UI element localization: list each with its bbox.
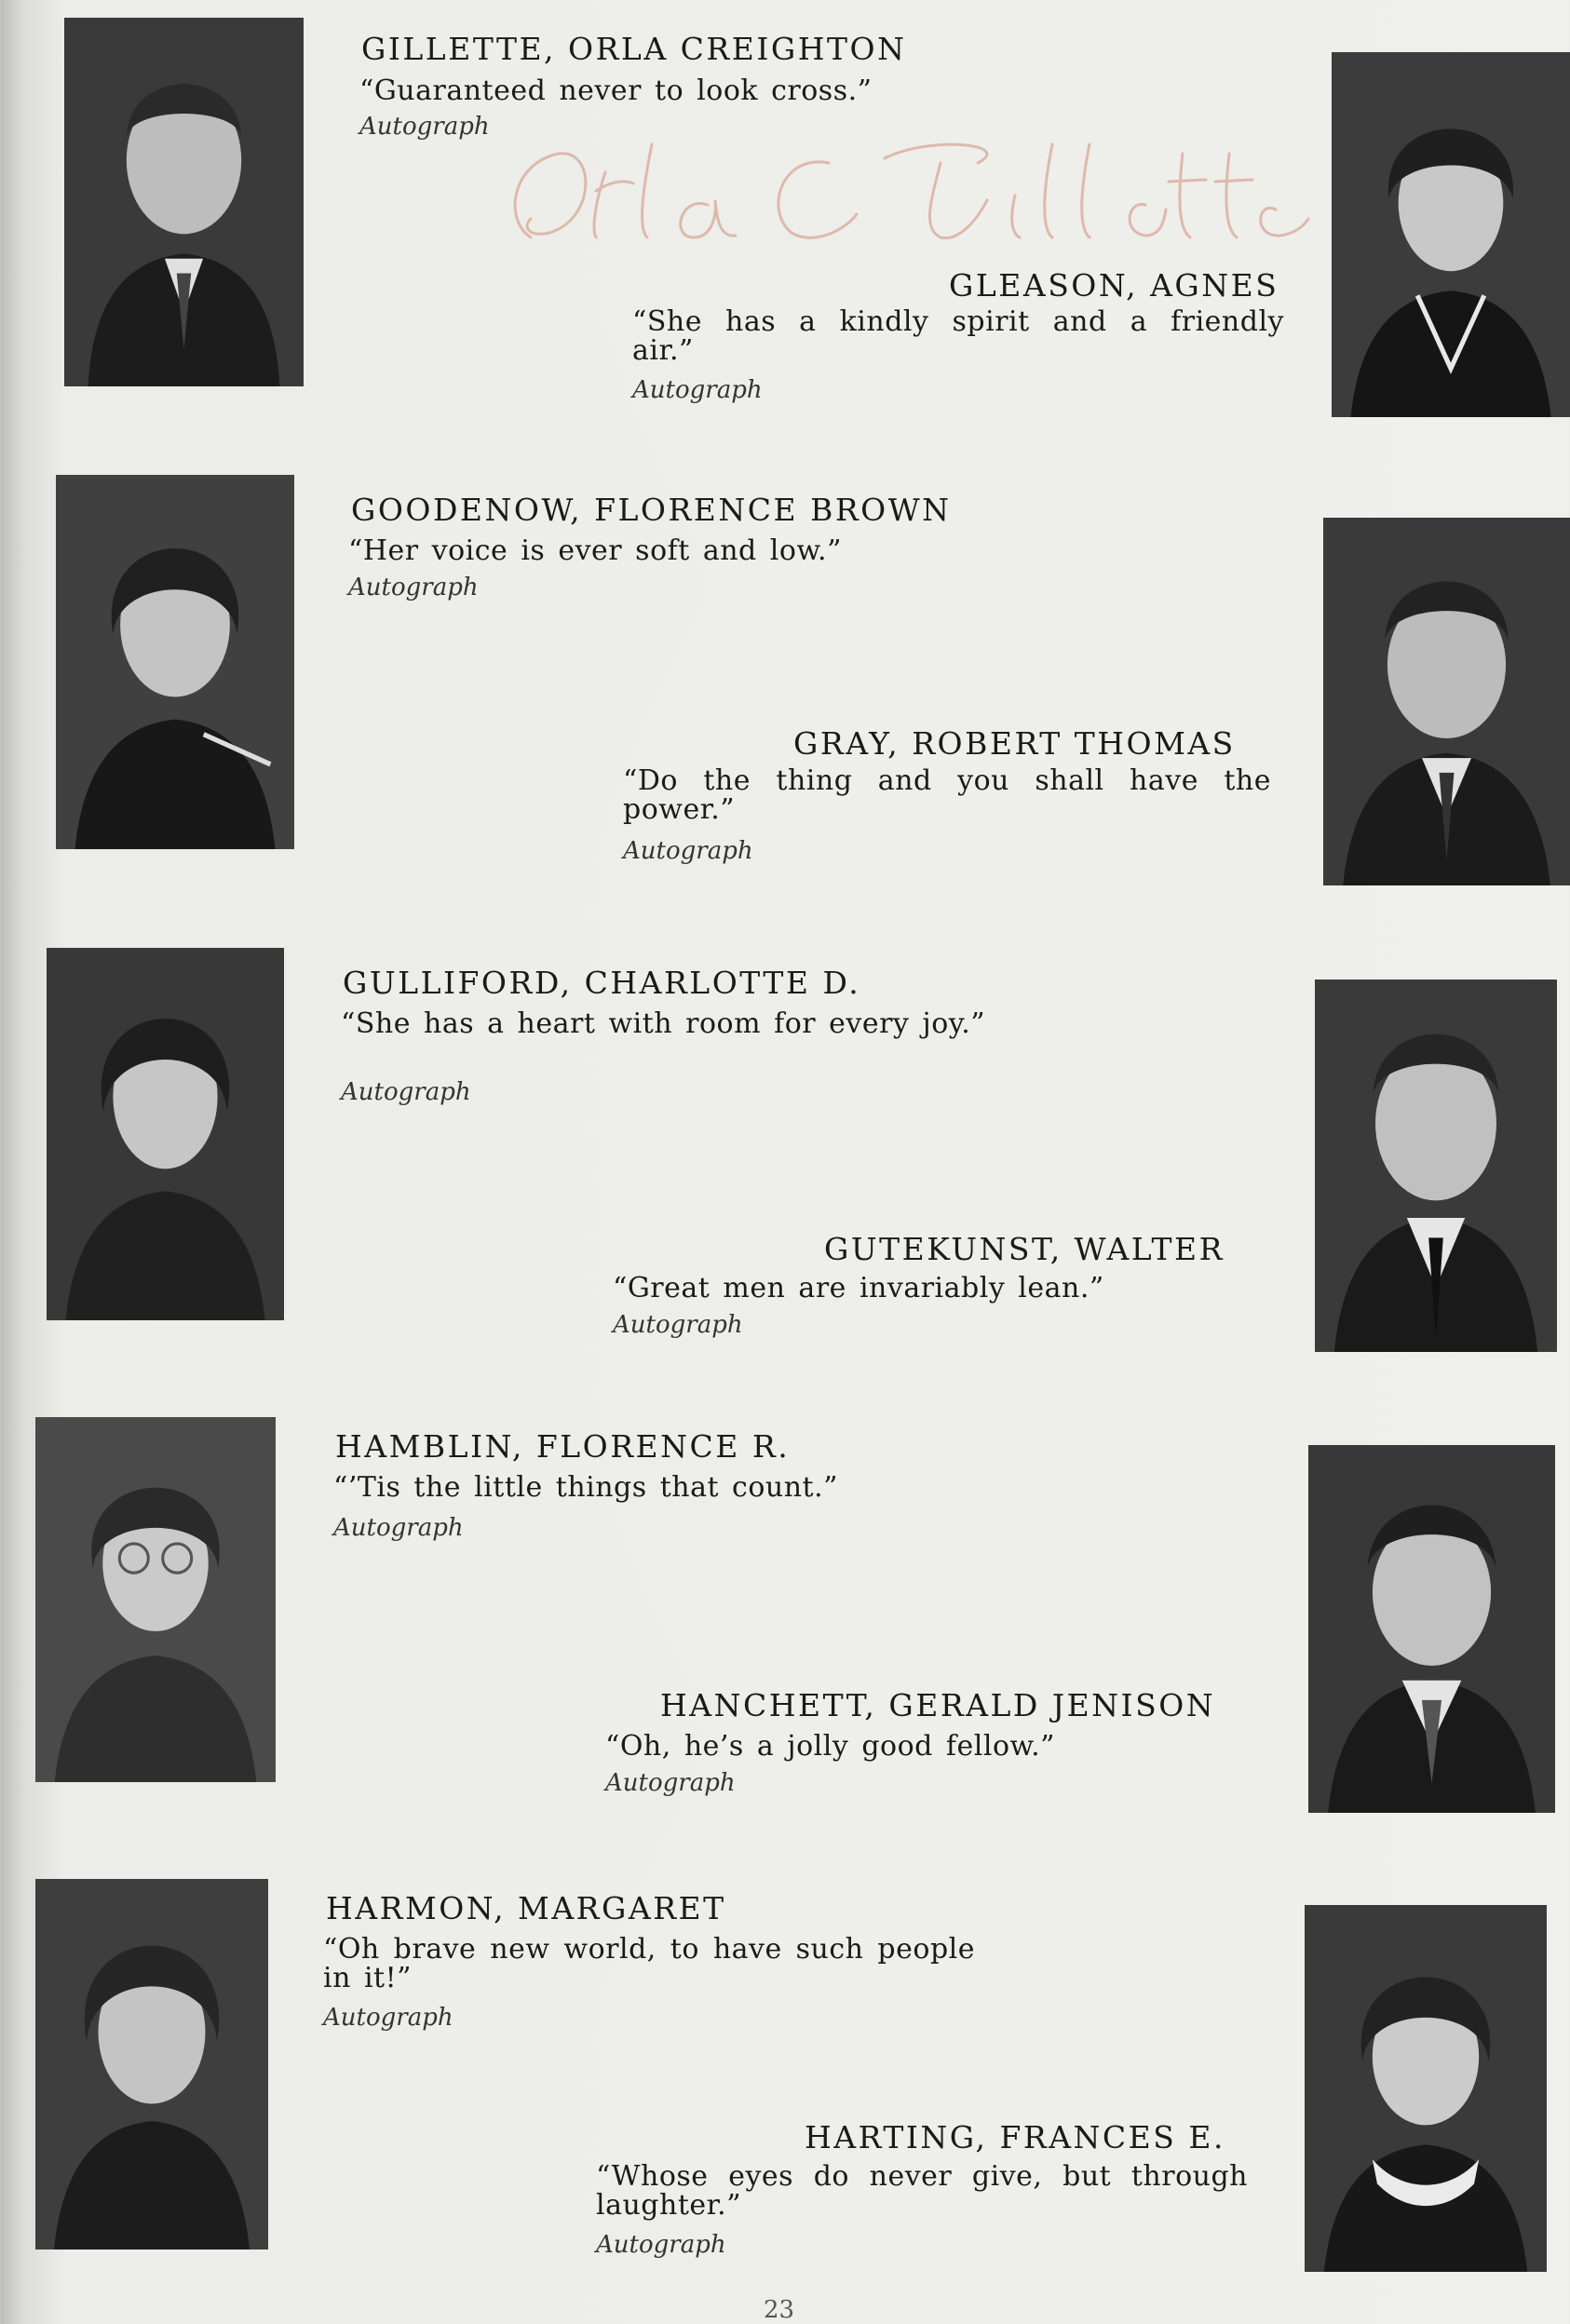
autograph-label: Autograph <box>348 574 479 601</box>
autograph-label: Autograph <box>632 376 763 404</box>
student-photo <box>64 18 304 386</box>
portrait-man-icon <box>1308 1445 1555 1813</box>
autograph-label: Autograph <box>623 837 753 865</box>
student-photo <box>1305 1905 1547 2272</box>
student-photo <box>1323 518 1570 885</box>
student-name: HARMON, MARGARET <box>326 1890 726 1926</box>
portrait-woman-icon <box>35 1879 268 2250</box>
student-photo <box>35 1417 276 1782</box>
student-quote: “Oh brave new world, to have such people in it!” <box>323 1933 975 1994</box>
portrait-man-icon <box>1315 980 1557 1352</box>
student-name: HARTING, FRANCES E. <box>805 2119 1225 2155</box>
student-name: GOODENOW, FLORENCE BROWN <box>351 492 952 528</box>
student-photo <box>47 948 284 1320</box>
student-photo <box>1308 1445 1555 1813</box>
autograph-label: Autograph <box>359 113 490 141</box>
student-quote: “She has a kindly spirit and a friendly air.” <box>632 305 1284 367</box>
portrait-woman-lace-collar-icon <box>1305 1905 1547 2272</box>
student-quote: “’Tis the little things that count.” <box>333 1471 838 1504</box>
student-photo <box>1315 980 1557 1352</box>
student-name: GILLETTE, ORLA CREIGHTON <box>361 31 907 67</box>
student-quote: “She has a heart with room for every joy.” <box>341 1007 986 1040</box>
page-number: 23 <box>764 2296 795 2324</box>
portrait-man-icon <box>64 18 304 386</box>
autograph-label: Autograph <box>323 2004 453 2032</box>
student-photo <box>35 1879 268 2250</box>
student-photo <box>1332 52 1570 417</box>
student-name: HANCHETT, GERALD JENISON <box>660 1687 1216 1723</box>
student-quote: “Do the thing and you shall have the power.” <box>623 764 1271 826</box>
autograph-label: Autograph <box>333 1514 464 1542</box>
student-quote: “Her voice is ever soft and low.” <box>348 534 842 567</box>
student-name: GUTEKUNST, WALTER <box>824 1231 1225 1267</box>
portrait-man-icon <box>1323 518 1570 885</box>
student-name: GLEASON, AGNES <box>949 267 1279 304</box>
portrait-woman-icon <box>56 475 294 849</box>
student-quote: “Guaranteed never to look cross.” <box>359 74 873 107</box>
handwritten-signature <box>494 107 1313 265</box>
student-name: GRAY, ROBERT THOMAS <box>793 725 1236 762</box>
portrait-woman-icon <box>1332 52 1570 417</box>
autograph-label: Autograph <box>613 1311 743 1339</box>
portrait-woman-glasses-icon <box>35 1417 276 1782</box>
student-quote: “Whose eyes do never give, but through laughter.” <box>596 2160 1248 2222</box>
portrait-woman-icon <box>47 948 284 1320</box>
student-quote: “Oh, he’s a jolly good fellow.” <box>605 1730 1055 1763</box>
autograph-label: Autograph <box>596 2231 726 2259</box>
student-name: HAMBLIN, FLORENCE R. <box>335 1428 791 1465</box>
autograph-label: Autograph <box>341 1078 471 1106</box>
student-photo <box>56 475 294 849</box>
student-name: GULLIFORD, CHARLOTTE D. <box>343 965 861 1001</box>
autograph-label: Autograph <box>605 1769 736 1797</box>
student-quote: “Great men are invariably lean.” <box>613 1272 1104 1304</box>
